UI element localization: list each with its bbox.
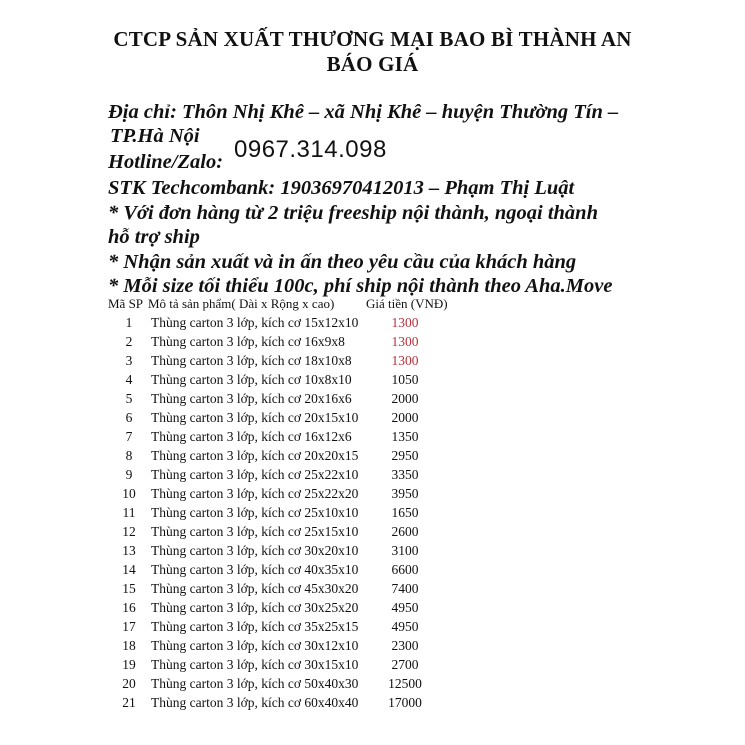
product-price: 12500 <box>388 676 422 691</box>
product-code: 18 <box>122 638 136 653</box>
product-code: 7 <box>125 429 133 444</box>
product-description: Thùng carton 3 lớp, kích cơ 50x40x30 <box>151 676 359 691</box>
product-price: 4950 <box>391 619 419 634</box>
product-code: 13 <box>122 543 136 558</box>
phone-number: 0967.314.098 <box>234 136 387 163</box>
table-row <box>0 486 745 505</box>
product-price: 1300 <box>391 334 419 349</box>
product-price: 2950 <box>391 448 419 463</box>
product-description: Thùng carton 3 lớp, kích cơ 25x10x10 <box>151 505 359 520</box>
product-description: Thùng carton 3 lớp, kích cơ 25x22x10 <box>151 467 359 482</box>
table-row <box>0 467 745 486</box>
product-price: 3950 <box>391 486 419 501</box>
table-row <box>0 524 745 543</box>
product-code: 8 <box>125 448 133 463</box>
table-row <box>0 619 745 638</box>
table-row <box>0 676 745 695</box>
product-price: 17000 <box>388 695 422 710</box>
product-price: 2300 <box>391 638 419 653</box>
column-header-code: Mã SP <box>108 296 144 311</box>
table-row <box>0 505 745 524</box>
hotline-label: Hotline/Zalo: <box>108 151 224 173</box>
product-code: 1 <box>125 315 133 330</box>
table-row <box>0 334 745 353</box>
product-description: Thùng carton 3 lớp, kích cơ 16x9x8 <box>151 334 345 349</box>
note-freeship-line-1: * Với đơn hàng từ 2 triệu freeship nội thành, ngoại thành <box>108 202 598 224</box>
product-description: Thùng carton 3 lớp, kích cơ 30x15x10 <box>151 657 359 672</box>
address-line-1: Địa chỉ: Thôn Nhị Khê – xã Nhị Khê – huyện Thường Tín – <box>108 101 619 123</box>
product-description: Thùng carton 3 lớp, kích cơ 15x12x10 <box>151 315 359 330</box>
product-price: 2700 <box>391 657 419 672</box>
note-custom-production: * Nhận sản xuất và in ấn theo yêu cầu của khách hàng <box>108 251 577 273</box>
product-code: 15 <box>122 581 136 596</box>
table-row <box>0 410 745 429</box>
table-row <box>0 372 745 391</box>
product-code: 11 <box>122 505 136 520</box>
product-price: 6600 <box>391 562 419 577</box>
product-price: 3350 <box>391 467 419 482</box>
product-description: Thùng carton 3 lớp, kích cơ 25x15x10 <box>151 524 359 539</box>
product-code: 5 <box>125 391 133 406</box>
product-price: 1300 <box>391 315 419 330</box>
product-price: 1050 <box>391 372 419 387</box>
product-price: 1350 <box>391 429 419 444</box>
product-description: Thùng carton 3 lớp, kích cơ 16x12x6 <box>151 429 352 444</box>
table-row <box>0 315 745 334</box>
product-code: 16 <box>122 600 136 615</box>
table-row <box>0 638 745 657</box>
table-row <box>0 391 745 410</box>
table-row <box>0 429 745 448</box>
product-description: Thùng carton 3 lớp, kích cơ 30x20x10 <box>151 543 359 558</box>
table-row <box>0 600 745 619</box>
table-row <box>0 657 745 676</box>
product-code: 6 <box>125 410 133 425</box>
bank-account: STK Techcombank: 19036970412013 – Phạm Thị Luật <box>108 177 575 199</box>
product-price: 2600 <box>391 524 419 539</box>
product-description: Thùng carton 3 lớp, kích cơ 20x20x15 <box>151 448 359 463</box>
product-description: Thùng carton 3 lớp, kích cơ 40x35x10 <box>151 562 359 577</box>
note-minimum-order: * Mỗi size tối thiểu 100c, phí ship nội thành theo Aha.Move <box>108 275 613 297</box>
note-freeship-line-2: hỗ trợ ship <box>108 226 200 248</box>
product-description: Thùng carton 3 lớp, kích cơ 30x12x10 <box>151 638 359 653</box>
product-code: 9 <box>125 467 133 482</box>
product-price: 1650 <box>391 505 419 520</box>
product-price: 7400 <box>391 581 419 596</box>
product-price: 1300 <box>391 353 419 368</box>
product-description: Thùng carton 3 lớp, kích cơ 20x15x10 <box>151 410 359 425</box>
table-row <box>0 543 745 562</box>
product-price: 3100 <box>391 543 419 558</box>
product-description: Thùng carton 3 lớp, kích cơ 25x22x20 <box>151 486 359 501</box>
product-code: 4 <box>125 372 133 387</box>
address-line-2: TP.Hà Nội <box>110 125 200 147</box>
product-description: Thùng carton 3 lớp, kích cơ 30x25x20 <box>151 600 359 615</box>
product-description: Thùng carton 3 lớp, kích cơ 35x25x15 <box>151 619 359 634</box>
product-code: 17 <box>122 619 136 634</box>
column-header-description: Mô tả sản phẩm( Dài x Rộng x cao) <box>148 296 335 311</box>
document-title: BÁO GIÁ <box>326 52 419 76</box>
company-name: CTCP SẢN XUẤT THƯƠNG MẠI BAO BÌ THÀNH AN <box>113 27 632 51</box>
table-row <box>0 562 745 581</box>
product-code: 12 <box>122 524 136 539</box>
product-code: 3 <box>125 353 133 368</box>
product-description: Thùng carton 3 lớp, kích cơ 60x40x40 <box>151 695 359 710</box>
product-price: 2000 <box>391 410 419 425</box>
table-row <box>0 448 745 467</box>
product-code: 21 <box>122 695 136 710</box>
table-row <box>0 353 745 372</box>
product-price: 4950 <box>391 600 419 615</box>
product-description: Thùng carton 3 lớp, kích cơ 45x30x20 <box>151 581 359 596</box>
product-price: 2000 <box>391 391 419 406</box>
product-description: Thùng carton 3 lớp, kích cơ 10x8x10 <box>151 372 352 387</box>
product-code: 19 <box>122 657 136 672</box>
table-row <box>0 695 745 714</box>
product-description: Thùng carton 3 lớp, kích cơ 20x16x6 <box>151 391 352 406</box>
column-header-price: Giá tiền (VNĐ) <box>366 296 448 311</box>
product-code: 20 <box>122 676 136 691</box>
product-code: 14 <box>122 562 136 577</box>
product-code: 10 <box>122 486 136 501</box>
table-row <box>0 581 745 600</box>
product-description: Thùng carton 3 lớp, kích cơ 18x10x8 <box>151 353 352 368</box>
product-code: 2 <box>125 334 133 349</box>
